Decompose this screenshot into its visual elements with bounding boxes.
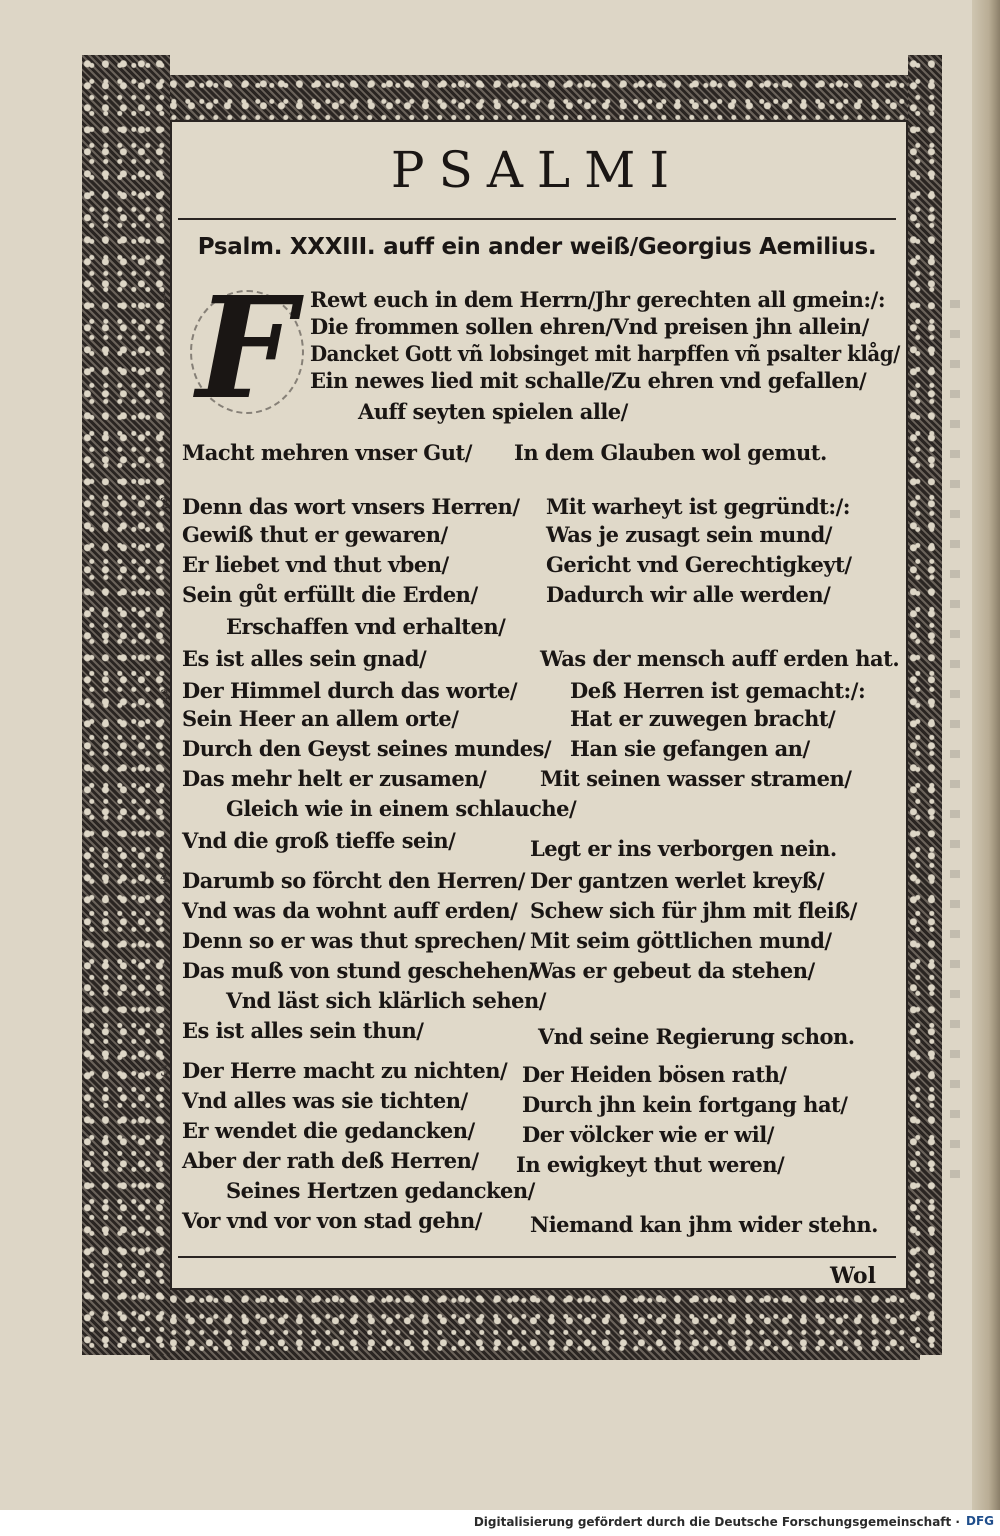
verse-line: Mit warheyt ist gegründt:/: (546, 494, 851, 519)
verse-line: Vnd läst sich klärlich sehen/ (226, 988, 546, 1013)
verse-line: In dem Glauben wol gemut. (514, 440, 827, 465)
verse-line: Macht mehren vnser Gut/ (182, 440, 472, 465)
verse-line: Der gantzen werlet kreyß/ (530, 868, 825, 893)
verse-number: 2 (160, 496, 169, 512)
verse-line: Er wendet die gedancken/ (182, 1118, 475, 1143)
verse-line: Mit seinen wasser stramen/ (540, 766, 852, 791)
verse-line: Hat er zuwegen bracht/ (570, 706, 836, 731)
page-edge (972, 0, 1000, 1510)
verse-line: Denn so er was thut sprechen/ (182, 928, 526, 953)
verse-line: Das mehr helt er zusamen/ (182, 766, 487, 791)
woodcut-border-bottom (150, 1290, 920, 1360)
verse-line: Vnd die groß tieffe sein/ (182, 828, 456, 853)
verse-line: Das muß von stund geschehen/ (182, 958, 536, 983)
verse-line: Sein gůt erfüllt die Erden/ (182, 582, 478, 607)
catchword: Wol (830, 1263, 876, 1289)
verse-line: Der Himmel durch das worte/ (182, 678, 518, 703)
bleed-through (950, 300, 960, 1200)
verse-line: Durch jhn kein fortgang hat/ (522, 1092, 848, 1117)
verse-line: Der völcker wie er wil/ (522, 1122, 774, 1147)
verse-line: Deß Herren ist gemacht:/: (570, 678, 866, 703)
verse-line: Der Heiden bösen rath/ (522, 1062, 787, 1087)
running-head: PSALMI (390, 141, 684, 199)
funding-credit: Digitalisierung gefördert durch die Deutsche Forschungsgemeinschaft · (473, 1515, 960, 1529)
verse-line: Vnd was da wohnt auff erden/ (182, 898, 518, 923)
verse-line: Gleich wie in einem schlauche/ (226, 796, 577, 821)
verse-line: Erschaffen vnd erhalten/ (226, 614, 506, 639)
verse-line: Dancket Gott vñ lobsinget mit harpffen vñ psalter klåg/ (310, 341, 900, 366)
verse-number: 1 (160, 290, 169, 306)
verse-line: Legt er ins verborgen nein. (530, 836, 837, 861)
woodcut-border-top (150, 75, 920, 125)
verse-line: Der Herre macht zu nichten/ (182, 1058, 508, 1083)
verse-line: Durch den Geyst seines mundes/ (182, 736, 552, 761)
verse-line: Darumb so förcht den Herren/ (182, 868, 525, 893)
verse-line: Aber der rath deß Herren/ (182, 1148, 479, 1173)
decorated-initial: F (196, 267, 296, 431)
verse-line: Die frommen sollen ehren/Vnd preisen jhn allein/ (310, 314, 869, 339)
dfg-logo-icon[interactable]: DFG (965, 1514, 994, 1528)
verse-line: In ewigkeyt thut weren/ (516, 1152, 785, 1177)
verse-line: Was je zusagt sein mund/ (546, 522, 832, 547)
verse-line: Vnd alles was sie tichten/ (182, 1088, 468, 1113)
verse-line: Was der mensch auff erden hat. (540, 646, 900, 671)
verse-line: Dadurch wir alle werden/ (546, 582, 831, 607)
verse-line: Vor vnd vor von stad gehn/ (182, 1208, 482, 1233)
footer-rule (178, 1256, 896, 1258)
verse-line: Gericht vnd Gerechtigkeyt/ (546, 552, 852, 577)
verse-line: Mit seim göttlichen mund/ (530, 928, 832, 953)
verse-line: Was er gebeut da stehen/ (530, 958, 815, 983)
verse-line: Sein Heer an allem orte/ (182, 706, 459, 731)
verse-line: Niemand kan jhm wider stehn. (530, 1212, 878, 1237)
psalm-title: Psalm. XXXIII. auff ein ander weiß/Georgius Aemilius. (197, 234, 877, 260)
verse-line: Er liebet vnd thut vben/ (182, 552, 449, 577)
woodcut-border-right (908, 55, 942, 1355)
verse-line: Gewiß thut er gewaren/ (182, 522, 448, 547)
verse-line: Ein newes lied mit schalle/Zu ehren vnd gefallen/ (310, 368, 867, 393)
verse-line: Auff seyten spielen alle/ (358, 399, 628, 424)
verse-number: 5 (160, 1064, 169, 1080)
verse-line: Vnd seine Regierung schon. (538, 1024, 855, 1049)
verse-line: Denn das wort vnsers Herren/ (182, 494, 520, 519)
verse-line: Rewt euch in dem Herrn/Jhr gerechten all gmein:/: (310, 287, 886, 312)
header-rule (178, 218, 896, 220)
verse-line: Es ist alles sein thun/ (182, 1018, 424, 1043)
woodcut-border-left (82, 55, 170, 1355)
verse-line: Es ist alles sein gnad/ (182, 646, 427, 671)
verse-line: Schew sich für jhm mit fleiß/ (530, 898, 857, 923)
verse-number: 3 (160, 688, 169, 704)
verse-line: Han sie gefangen an/ (570, 736, 810, 761)
verse-line: Seines Hertzen gedancken/ (226, 1178, 535, 1203)
verse-number: 4 (160, 870, 169, 886)
